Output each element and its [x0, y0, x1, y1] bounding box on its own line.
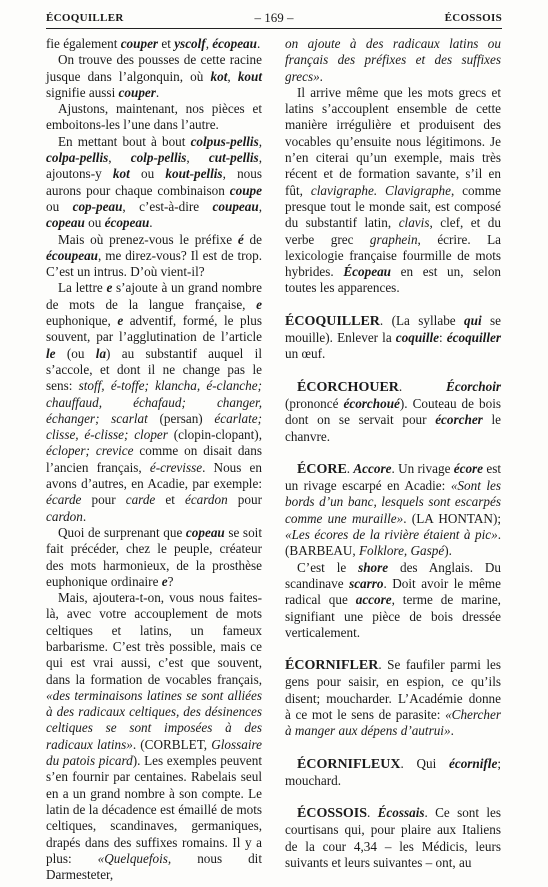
- paragraph: Quoi de surprenant que copeau se soit fait précéder, chez le peuple, créateur des mots harmonieux, de la prosthèse euphonique ordinaire e?: [46, 524, 262, 589]
- page-number: – 169 –: [254, 10, 294, 25]
- header-right-entry: ÉCOSSOIS: [444, 12, 502, 24]
- right-column: [285, 36, 501, 871]
- paragraph: Ajustons, maintenant, nos pièces et emboitons-les l’une dans l’autre.: [46, 101, 262, 133]
- dictionary-entry: ÉCORCHOUER. Écorchoir (prononcé écorchoué). Couteau de bois dont on se servait pour écorcher le chanvre.: [285, 378, 501, 444]
- paragraph: En mettant bout à bout colpus-pellis, colpa-pellis, colp-pellis, cut-pellis, ajoutons-y kot ou kout-pellis, nous aurons pour chaque combinaison coupe ou cop-peau, c’est-à-dire coupeau, copeau ou écopeau.: [46, 133, 262, 231]
- paragraph: C’est le shore des Anglais. Du scandinave scarro. Doit avoir le même radical que accore, terme de marine, signifiant une pièce de bois dressée verticalement.: [285, 559, 501, 640]
- paragraph: On trouve des pousses de cette racine jusque dans l’algonquin, où kot, kout signifie aussi couper.: [46, 52, 262, 100]
- paragraph: Mais, ajoutera-t-on, vous nous faites-là, avec votre accouplement de mots celtiques et latins, un fameux barbarisme. C’est très possible, mais ce qui est vrai aussi, c’est que souvent, dans la formation de vocables français, «des terminaisons latines se sont alliées à des radicaux celtiques, des désinences celtiques se sont imposées à des radicaux latins». (CORBLET, Glossaire du patois picard). Les exemples peuvent s’en fournir par centaines. Rabelais seul en a un grand nombre à son compte. Le latin de la décadence est émaillé de mots celtiques, scandinaves, germaniques, drapés dans des suffixes romains. Il y a plus: «Quelquefois, nous dit Darmesteter,: [46, 590, 263, 883]
- dictionary-entry: ÉCOSSOIS. Écossais. Ce sont les courtisans qui, pour plaire aux Italiens de la cour 4,34 – les Médicis, leurs suivants et leurs suivantes – ont, au: [285, 805, 501, 871]
- paragraph: Mais où prenez-vous le préfixe é de écoupeau, me direz-vous? Il est de trop. C’est un intrus. D’où vient-il?: [46, 231, 262, 280]
- dictionary-entry: ÉCOQUILLER. (La syllabe qui se mouille). Enlever la coquille: écoquiller un œuf.: [285, 312, 501, 362]
- dictionary-entry: ÉCORE. Accore. Un rivage écore est un rivage escarpé en Acadie: «Sont les bords d’un banc, lesquels sont escarpés comme une muraille». (LA HONTAN); «Les écores de la rivière étaient à pic». (BARBEAU, Folklore, Gaspé).: [285, 460, 502, 559]
- page-header: [46, 10, 502, 26]
- header-left-entry: ÉCOQUILLER: [46, 12, 124, 24]
- paragraph: Il arrive même que les mots grecs et latins s’accouplent ensemble de cette manière irrégulière et produisent des vocables qu’ensuite nous légitimons. Je n’en citerai qu’un exemple, mais très récent et de formation savante, s’il en fût, clavigraphe. Clavigraphe, comme presque tout le monde sait, est composé du substantif latin, clavis, clef, et du verbe grec graphein, écrire. La lexicologie française fourmille de mots hybrides. Écopeau en est un, selon toutes les apparences.: [285, 84, 502, 296]
- dictionary-entry: ÉCORNIFLEUX. Qui écornifle; mouchard.: [285, 755, 501, 788]
- left-column: [46, 36, 262, 883]
- paragraph: on ajoute à des radicaux latins ou français des préfixes et des suffixes grecs».: [285, 36, 501, 84]
- paragraph: La lettre e s’ajoute à un grand nombre de mots de la langue française, e euphonique, e adventif, formé, le plus souvent, par l’agglutination de l’article le (ou la) au substantif auquel il s’accole, et dont il ne change pas le sens: stoff, é-toffe; klancha, é-clanche; chauffaud, échafaud; changer, échanger; scarlat (persan) écarlate; clisse, é-clisse; cloper (clopin-clopant), écloper; crevice comme on disait dans l’ancien français, é-crevisse. Nous en avons d’autres, en Acadie, par exemple: écarde pour carde et écardon pour cardon.: [46, 280, 263, 524]
- header-rule: [46, 28, 502, 29]
- dictionary-entry: ÉCORNIFLER. Se faufiler parmi les gens pour saisir, en espion, ce qu’ils disent; moucharder. L’Académie donne à ce mot le sens de parasite: «Chercher à manger aux dépens d’autrui».: [285, 657, 501, 739]
- paragraph: fie également couper et yscolf, écopeau.: [46, 36, 261, 51]
